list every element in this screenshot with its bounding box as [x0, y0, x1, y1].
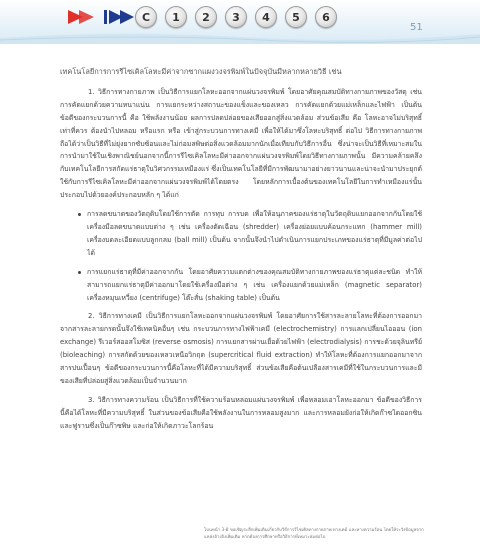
bullet-item-separation: การแยกแร่ธาตุที่มีค่าออกจากกัน โดยอาศัยความแตกต่างของคุณสมบัติทางกายภาพของแร่ธาตุแต่ละชนิด ทำให้สามารถแยกแร่ธาตุมีค่าออกมาโดยใช้เครื่องมือต่าง ๆ เช่น เครื่องแยกด้วยแม่เหล็ก (magnetic separator) เครื่องหมุนเหวี่ยง (centrifuge) โต๊ะสั่น (shaking table) เป็นต้น — [78, 266, 422, 305]
chapter-button-c[interactable]: C — [135, 6, 157, 28]
chapter-nav — [135, 6, 337, 28]
section-title: เทคโนโลยีการการรีไซเคิลโลหะมีค่าจากซากแผงวงจรพิมพ์ในปัจจุบันมีหลากหลายวิธี เช่น — [60, 67, 342, 76]
chapter-button-5[interactable]: 5 — [285, 6, 307, 28]
bullet-item-size-reduction: การลดขนาดของวัตถุดิบโดยใช้การตัด การทุบ การบด เพื่อให้อนุภาคของแร่ธาตุในวัตถุดิบแยกออกจากกันโดยใช้เครื่องมือลดขนาดแบบต่าง ๆ เช่น เครื่องตัดเฉือน (shredder) เครื่องย่อยแบบค้อนกระแทก (hammer mill) เครื่องบดละเอียดแบบลูกกลม (ball mill) เป็นต้น จากนั้นจึงนำไปดำเนินการแยกประเภทของแร่ธาตุที่มีมูลค่าต่อไปได้ — [78, 208, 422, 260]
chapter-button-4[interactable]: 4 — [255, 6, 277, 28]
paragraph-chemical-method: 2. วิธีการทางเคมี เป็นวิธีการแยกโลหะออกจากแผ่นวงจรพิมพ์ โดยอาศัยการใช้สารละลายโลหะที่ต้องการออกมาจากสารละลายกรดนั้นจึงใช้เทคนิคอื่นๆ เช่น กระบวนการทางไฟฟ้าเคมี (electrochemistry) การแลกเปลี่ยนไอออน (ion exchange) รีเวอร์สออสโมซิส (reverse osmosis) การแยกสารผ่านเยื่อด้วยไฟฟ้า (electrodialysis) การชะด้วยจุลินทรีย์ (bioleaching) การสกัดด้วยของเหลวเหนือวิกฤต (supercritical fluid extraction) ทำให้โลหะที่ต้องการแยกออกมาจากสารปนเปื้อนๆ ข้อดีของกระบวนการนี้คือโลหะที่ได้มีความบริสุทธิ์ ส่วนข้อเสียคือต้นเปลืองสารเคมีที่ใช้ในกระบวนการและมีของเสียที่ปล่อยสู่สิ่งแวดล้อมเป็นจำนวนมาก — [60, 312, 422, 385]
chapter-button-2[interactable]: 2 — [195, 6, 217, 28]
document-body — [60, 66, 422, 439]
chapter-button-1[interactable]: 1 — [165, 6, 187, 28]
page-number: 51 — [410, 22, 423, 33]
chapter-button-6[interactable]: 6 — [315, 6, 337, 28]
paragraph-physical-method: 1. วิธีการทางกายภาพ เป็นวิธีการแยกโลหะออกจากแผ่นวงจรพิมพ์ โดยอาศัยคุณสมบัติทางกายภาพของวัสดุ เช่น การคัดแยกด้วยความหนาแน่น การแยกระหว่างสถานะของแข็งและของเหลว การคัดแยกด้วยแม่เหล็กและไฟฟ้า เป็นต้น ข้อดีของกระบวนการนี้ คือ ใช้พลังงานน้อย ผลการปลดปล่อยของเสียออกสู่สิ่งแวดล้อม ส่วนข้อเสีย คือ โลหะอาจไม่บริสุทธิ์เท่าที่ควร ต้องนำไปหลอม หรือแรก หรือ เข้าสู่กระบวนการทางเคมี เพื่อให้ได้มาซึ่งโลหะบริสุทธิ์ ต่อไป วิธีการทางกายภาพถือได้ว่าเป็นวิธีที่ไม่ยุ่งยากซับซ้อนและไม่ก่อมลพิษต่อสิ่งแวดล้อมมากนักเมื่อเทียบกับวิธีการอื่น ซึ่งน่าจะเป็นวิธีที่เหมาะสมในการนำมาใช้ในเชิงพาณิชย์นอกจากนี้การรีไซเคิลโลหะมีค่าออกจากแผ่นวงจรพิมพ์โดยวิธีทางกายภาพนั้น มีความคล้ายคลึงกับเทคโนโลยีการสกัดแร่ธาตุในวิศวกรรมเหมืองแร่ ซึ่งเป็นเทคโนโลยีที่มีการพัฒนามาอย่างยาวนานและน่าจะนำมาประยุกต์ใช้กับการรีไซเคิลโลหะมีค่าออกจากแผ่นวงจรพิมพ์ได้โดยตรง โดยหลักการเบื้องต้นของเทคโนโลยีในการทำเหมืองแร่นั้นประกอบไปด้วยองค์ประกอบหลัก ๆ ได้แก่ — [60, 87, 422, 200]
paragraph-thermal-method: 3. วิธีการทางความร้อน เป็นวิธีการที่ใช้ความร้อนหลอมแผ่นวงจรพิมพ์ เพื่อหลอมเอาโลหะออกมา ข้อดีของวิธีการนี้คือได้โลหะที่มีความบริสุทธิ์ ในส่วนของข้อเสียคือใช้พลังงานในการหลอมสูงมาก และการหลอมยังก่อให้เกิดก๊าซไดออกซินและฟูรานซึ่งเป็นก๊าซพิษ และก่อให้เกิดภาวะโลกร้อน — [60, 395, 422, 430]
nav-arrows — [66, 9, 140, 25]
previous-arrow-icon[interactable] — [66, 9, 102, 25]
page-header — [0, 0, 480, 40]
bullet-list — [78, 208, 422, 304]
footnote: โบนหน้า 3-8 ขอเชิญระลึกเพิ่มเติมเกี่ยวกับวิธีการรีไซเคิลทางกายภาพ ทางเคมี และทางความร้อน โดยให้ระวังข้อมูลจากแหล่งอ้างอิงเพิ่มเติม หากต้องการศึกษาหรือวิธีการที่เหมาะสมต่อไป — [204, 528, 424, 540]
header-wave-decoration — [0, 28, 480, 44]
chapter-button-3[interactable]: 3 — [225, 6, 247, 28]
